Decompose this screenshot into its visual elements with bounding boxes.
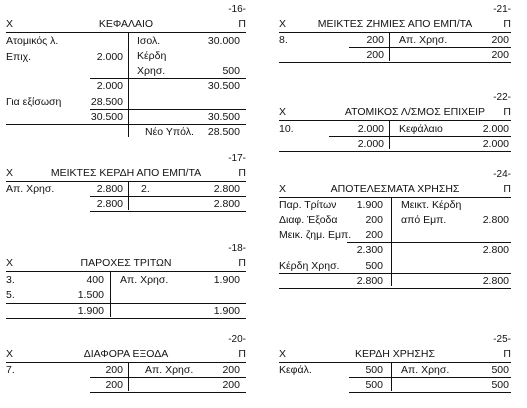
credit-total: 2.000 <box>482 138 509 150</box>
account-17-mikta-kerdi <box>6 153 246 213</box>
credit-total: 200 <box>491 49 509 61</box>
debit-entry-amount: 200 <box>365 214 383 226</box>
credit-total: 2.800 <box>213 198 240 210</box>
credit-entry-amount: 2.000 <box>482 123 509 135</box>
closing-rule <box>279 288 511 289</box>
debit-entry-label: Απ. Χρησ. <box>6 183 55 195</box>
debit-entry-label: 5. <box>6 289 15 301</box>
account-title: ΑΠΟΤΕΛΕΣΜΑΤΑ ΧΡΗΣΗΣ <box>330 183 460 195</box>
debit-side-label: Χ <box>6 167 14 179</box>
t-account-divider <box>389 121 390 149</box>
credit-side-label: Π <box>238 167 246 179</box>
credit-entry-label: Κεφάλαιο <box>399 123 443 135</box>
account-21-miktes-zimies <box>279 4 511 64</box>
balancing-label: Για εξίσωση <box>6 96 62 108</box>
t-account-divider <box>128 33 129 137</box>
account-24-apotelesmata-xrisis <box>279 169 511 289</box>
credit-entry-label: Απ. Χρησ. <box>399 34 448 46</box>
subtotal-rule <box>347 242 511 243</box>
debit-entry-label: Επιχ. <box>6 51 32 63</box>
credit-subtotal: 30.500 <box>207 80 240 92</box>
credit-entry-label: από Εμπ. <box>401 214 447 226</box>
credit-entry-label: 2. <box>141 183 150 195</box>
account-title: ΚΕΦΑΛΑΙΟ <box>98 18 154 30</box>
account-16-kefalaio <box>6 4 246 140</box>
debit-entry-label: Παρ. Τρίτων <box>279 199 337 211</box>
account-number: -16- <box>228 4 246 15</box>
account-25-kerdi-xrisis <box>279 334 511 394</box>
debit-entry-amount: 2.000 <box>357 123 384 135</box>
debit-entry-amount: 1.500 <box>77 289 104 301</box>
account-header <box>6 167 246 182</box>
account-number: -25- <box>493 334 511 345</box>
credit-total: 500 <box>491 379 509 391</box>
account-header <box>6 18 246 33</box>
debit-entry-amount: 200 <box>105 364 123 376</box>
account-title: ΚΕΡΔΗ ΧΡΗΣΗΣ <box>355 348 435 360</box>
debit-entry-label: 3. <box>6 274 15 286</box>
credit-entry-amount: 500 <box>222 65 240 77</box>
closing-rule <box>6 318 246 319</box>
closing-rule <box>279 62 511 63</box>
account-title: ΜΕΙΚΤΕΣ ΖΗΜΙΕΣ ΑΠΟ ΕΜΠ/ΤΑ <box>317 18 473 30</box>
debit-entry-amount: 200 <box>365 229 383 241</box>
debit-total: 2.000 <box>357 138 384 150</box>
account-number: -24- <box>493 169 511 180</box>
credit-entry-label: Κέρδη <box>137 50 167 62</box>
new-balance-label: Νέο Υπόλ. <box>145 126 194 138</box>
credit-entry-amount: 200 <box>222 364 240 376</box>
account-number: -20- <box>228 334 246 345</box>
account-header <box>6 257 246 272</box>
account-number: -17- <box>228 153 246 164</box>
credit-entry-amount: 500 <box>491 364 509 376</box>
closing-rule <box>349 392 511 393</box>
account-number: -22- <box>493 92 511 103</box>
account-title: ΑΤΟΜΙΚΟΣ Λ/ΣΜΟΣ ΕΠΙΧΕΙΡ <box>344 106 486 118</box>
credit-entry-label: Μεικτ. Κέρδη <box>401 199 462 211</box>
total-rule <box>90 377 246 378</box>
total-rule <box>90 109 246 110</box>
debit-total: 2.800 <box>96 198 123 210</box>
credit-side-label: Π <box>503 183 511 195</box>
debit-entry-amount: 2.800 <box>96 183 123 195</box>
credit-entry-amount: 1.900 <box>213 274 240 286</box>
credit-side-label: Π <box>503 18 511 30</box>
account-18-paroxes-triton <box>6 243 246 319</box>
total-rule <box>6 303 246 304</box>
new-balance-amount: 28.500 <box>207 126 240 138</box>
debit-entry-label: Κεφάλ. <box>279 364 312 376</box>
debit-entry-label: Διαφ. Έξοδα <box>279 214 338 226</box>
profit-label: Κέρδη Χρησ. <box>279 260 340 272</box>
credit-side-label: Π <box>238 18 246 30</box>
debit-total: 30.500 <box>90 111 123 123</box>
credit-subtotal: 2.800 <box>482 244 509 256</box>
credit-entry-amount: 200 <box>491 34 509 46</box>
account-header <box>6 348 246 363</box>
debit-entry-amount: 2.000 <box>96 51 123 63</box>
debit-entry-label: 10. <box>279 123 294 135</box>
debit-entry-amount: 200 <box>366 34 384 46</box>
account-number: -18- <box>228 243 246 254</box>
debit-total: 200 <box>366 49 384 61</box>
debit-total: 500 <box>365 379 383 391</box>
debit-entry-amount: 1.900 <box>356 199 383 211</box>
credit-entry-amount: 2.800 <box>213 183 240 195</box>
credit-entry-amount: 30.000 <box>207 35 240 47</box>
debit-side-label: Χ <box>279 106 287 118</box>
account-header <box>279 348 511 363</box>
credit-entry-label: Ισολ. <box>137 35 161 47</box>
debit-entry-amount: 400 <box>86 274 104 286</box>
total-rule <box>279 273 511 274</box>
profit-amount: 500 <box>365 260 383 272</box>
debit-entry-label: 7. <box>6 364 15 376</box>
debit-entry-amount: 500 <box>365 364 383 376</box>
account-header <box>279 18 511 33</box>
debit-side-label: Χ <box>279 183 287 195</box>
credit-side-label: Π <box>503 106 511 118</box>
debit-total: 1.900 <box>77 305 104 317</box>
debit-subtotal: 2.000 <box>96 80 123 92</box>
t-account-divider <box>110 272 111 317</box>
credit-entry-label: Απ. Χρησ. <box>120 274 169 286</box>
total-rule <box>349 47 511 48</box>
account-header <box>279 106 511 121</box>
debit-entry-label: Μεικ. ζημ. Εμπ. <box>279 229 352 241</box>
debit-side-label: Χ <box>279 348 287 360</box>
account-number: -21- <box>493 4 511 15</box>
credit-entry-label: Χρησ. <box>137 65 166 77</box>
account-22-atomikos-logariasmos <box>279 92 511 154</box>
subtotal-rule <box>90 78 246 79</box>
debit-entry-label: 8. <box>279 34 288 46</box>
closing-rule <box>90 392 246 393</box>
total-rule <box>90 196 246 197</box>
total-rule <box>349 377 511 378</box>
debit-entry-label: Ατομικός λ. <box>6 35 59 47</box>
credit-total: 30.500 <box>207 111 240 123</box>
account-title: ΔΙΑΦΟΡΑ ΕΞΟΔΑ <box>83 348 169 360</box>
debit-subtotal: 2.300 <box>356 244 383 256</box>
account-title: ΠΑΡΟΧΕΣ ΤΡΙΤΩΝ <box>80 257 172 269</box>
credit-side-label: Π <box>503 348 511 360</box>
total-rule <box>329 136 511 137</box>
credit-total: 2.800 <box>482 275 509 287</box>
credit-total: 1.900 <box>213 305 240 317</box>
credit-entry-amount: 2.800 <box>482 214 509 226</box>
debit-side-label: Χ <box>279 18 287 30</box>
account-header <box>279 183 511 198</box>
closing-rule <box>90 211 246 212</box>
account-20-diafora-exoda <box>6 334 246 394</box>
debit-total: 200 <box>105 379 123 391</box>
closing-rule <box>279 151 511 152</box>
debit-side-label: Χ <box>6 257 14 269</box>
debit-side-label: Χ <box>6 18 14 30</box>
account-title: ΜΕΙΚΤΕΣ ΚΕΡΔΗ ΑΠΟ ΕΜΠ/ΤΑ <box>50 167 202 179</box>
balancing-amount: 28.500 <box>90 96 123 108</box>
credit-side-label: Π <box>238 348 246 360</box>
debit-side-label: Χ <box>6 348 14 360</box>
credit-side-label: Π <box>238 257 246 269</box>
debit-total: 2.800 <box>356 275 383 287</box>
credit-total: 200 <box>222 379 240 391</box>
credit-entry-label: Απ. Χρησ. <box>401 364 450 376</box>
credit-entry-label: Απ. Χρησ. <box>145 364 194 376</box>
